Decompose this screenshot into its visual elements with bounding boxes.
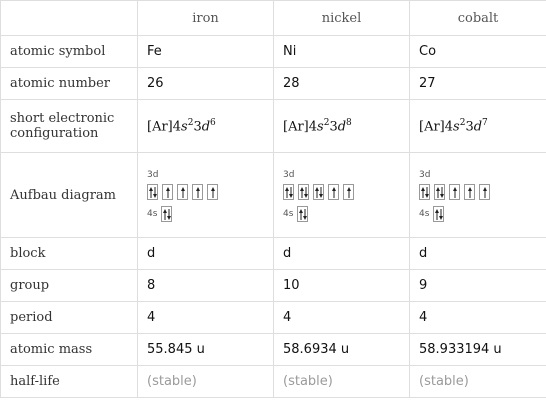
cell-iron: 4 (138, 302, 274, 334)
orbital-label-4s: 4s (147, 209, 158, 219)
orbital-row-4s (283, 206, 400, 222)
spin-up-arrow-icon (332, 187, 336, 198)
spin-down-arrow-icon (439, 209, 443, 220)
spin-up-arrow-icon (483, 187, 487, 198)
orbital-box (479, 184, 490, 200)
spin-down-arrow-icon (153, 187, 157, 198)
spin-up-arrow-icon (181, 187, 185, 198)
cell-iron: 26 (138, 68, 274, 100)
header-iron: iron (138, 1, 274, 36)
orbital-box (419, 184, 430, 200)
spin-up-arrow-icon (468, 187, 472, 198)
cell-iron-aufbau (138, 153, 274, 238)
spin-down-arrow-icon (289, 187, 293, 198)
orbital-box (449, 184, 460, 200)
cell-cobalt: 58.933194 u (410, 334, 546, 366)
row-label: period (1, 302, 138, 334)
row-label: atomic number (1, 68, 138, 100)
row-half-life (1, 366, 546, 398)
row-group (1, 270, 546, 302)
spin-down-arrow-icon (304, 187, 308, 198)
orbital-box (207, 184, 218, 200)
cell-cobalt: Co (410, 36, 546, 68)
orbital-boxes-3d (283, 184, 400, 200)
header-row (1, 1, 546, 36)
orbital-label-4s: 4s (283, 209, 294, 219)
orbital-label-3d: 3d (419, 170, 431, 180)
cell-nickel: 28 (274, 68, 410, 100)
orbital-box (161, 206, 172, 222)
orbital-row-4s (419, 206, 537, 222)
spin-down-arrow-icon (440, 187, 444, 198)
row-label: group (1, 270, 138, 302)
cell-cobalt: 27 (410, 68, 546, 100)
row-block (1, 238, 546, 270)
row-label: atomic symbol (1, 36, 138, 68)
cell-cobalt: 9 (410, 270, 546, 302)
orbital-row-4s (147, 206, 264, 222)
row-electron-config (1, 100, 546, 153)
orbital-box (192, 184, 203, 200)
row-atomic-symbol (1, 36, 546, 68)
orbital-box (283, 184, 294, 200)
row-period (1, 302, 546, 334)
row-label: half-life (1, 366, 138, 398)
cell-nickel: Ni (274, 36, 410, 68)
spin-down-arrow-icon (303, 209, 307, 220)
row-atomic-number (1, 68, 546, 100)
row-aufbau (1, 153, 546, 238)
spin-down-arrow-icon (319, 187, 323, 198)
cell-iron: d (138, 238, 274, 270)
orbital-box (162, 184, 173, 200)
orbital-box (313, 184, 324, 200)
spin-up-arrow-icon (196, 187, 200, 198)
cell-cobalt-aufbau (410, 153, 546, 238)
cell-cobalt: (stable) (410, 366, 546, 398)
row-label: block (1, 238, 138, 270)
cell-cobalt: 4 (410, 302, 546, 334)
header-nickel: nickel (274, 1, 410, 36)
spin-down-arrow-icon (425, 187, 429, 198)
spin-up-arrow-icon (166, 187, 170, 198)
cell-nickel: 10 (274, 270, 410, 302)
orbital-box (328, 184, 339, 200)
row-atomic-mass (1, 334, 546, 366)
header-empty (1, 1, 138, 36)
cell-nickel: 4 (274, 302, 410, 334)
orbital-box (297, 206, 308, 222)
spin-up-arrow-icon (347, 187, 351, 198)
header-cobalt: cobalt (410, 1, 546, 36)
cell-iron: 8 (138, 270, 274, 302)
row-label: Aufbau diagram (1, 153, 138, 238)
orbital-boxes-3d (147, 184, 264, 200)
cell-cobalt-config: $[Ar]4s^23d^7$ (410, 100, 546, 153)
cell-nickel: (stable) (274, 366, 410, 398)
orbital-label-3d: 3d (147, 170, 159, 180)
orbital-box (464, 184, 475, 200)
row-label: atomic mass (1, 334, 138, 366)
orbital-box (298, 184, 309, 200)
spin-down-arrow-icon (167, 209, 171, 220)
orbital-label-3d: 3d (283, 170, 295, 180)
orbital-boxes-3d (419, 184, 537, 200)
orbital-box (434, 184, 445, 200)
cell-nickel-config: $[Ar]4s^23d^8$ (274, 100, 410, 153)
cell-iron: (stable) (138, 366, 274, 398)
orbital-box (147, 184, 158, 200)
cell-iron: Fe (138, 36, 274, 68)
cell-iron-config: $[Ar]4s^23d^6$ (138, 100, 274, 153)
cell-iron: 55.845 u (138, 334, 274, 366)
orbital-label-4s: 4s (419, 209, 430, 219)
spin-up-arrow-icon (453, 187, 457, 198)
orbital-box (343, 184, 354, 200)
orbital-box (177, 184, 188, 200)
spin-up-arrow-icon (211, 187, 215, 198)
cell-nickel: d (274, 238, 410, 270)
cell-cobalt: d (410, 238, 546, 270)
row-label: short electronic configuration (1, 100, 138, 153)
cell-nickel: 58.6934 u (274, 334, 410, 366)
cell-nickel-aufbau (274, 153, 410, 238)
orbital-box (433, 206, 444, 222)
